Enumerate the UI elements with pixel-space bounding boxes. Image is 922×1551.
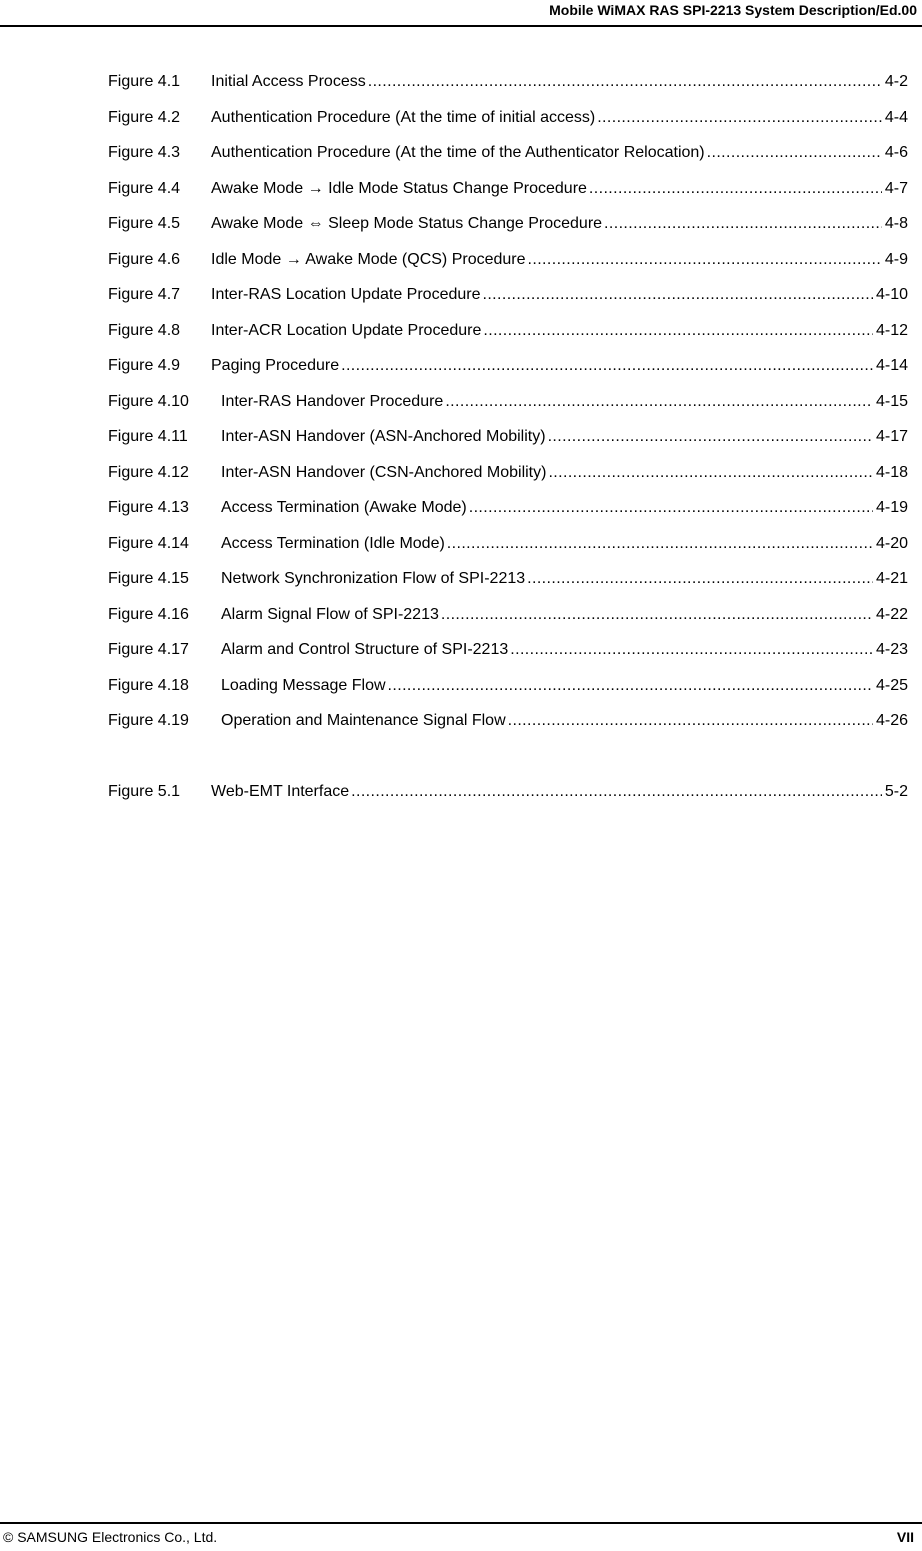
dot-leader <box>388 676 873 696</box>
toc-entry[interactable] <box>108 392 908 428</box>
copyright-notice: © SAMSUNG Electronics Co., Ltd. <box>3 1529 218 1545</box>
figure-title: Loading Message Flow <box>221 676 386 694</box>
figure-title: Initial Access Process <box>211 73 366 90</box>
dot-leader <box>589 179 882 199</box>
page-reference: 4-17 <box>875 428 908 445</box>
page-reference: 4-19 <box>875 499 908 516</box>
dot-leader <box>469 498 873 518</box>
figure-number: Figure 5.1 <box>108 782 181 800</box>
toc-entry[interactable] <box>108 605 908 641</box>
toc-entry[interactable] <box>108 711 908 747</box>
figure-number: Figure 4.15 <box>108 570 189 587</box>
dot-leader <box>528 250 882 270</box>
dot-leader <box>445 392 873 412</box>
figure-number: Figure 4.18 <box>108 676 189 694</box>
dot-leader <box>527 569 873 589</box>
toc-entry[interactable] <box>108 321 908 357</box>
figure-number: Figure 4.3 <box>108 144 181 161</box>
figure-number: Figure 4.6 <box>108 250 181 268</box>
toc-entry[interactable] <box>108 782 908 818</box>
figure-title: Operation and Maintenance Signal Flow <box>221 712 506 729</box>
page-reference: 4-10 <box>875 286 908 303</box>
page-header <box>0 0 922 27</box>
page-reference: 4-26 <box>875 712 908 729</box>
page-number: VII <box>896 1529 914 1545</box>
figure-number: Figure 4.2 <box>108 108 181 126</box>
dot-leader <box>508 711 873 731</box>
figure-number: Figure 4.5 <box>108 215 181 232</box>
figure-number: Figure 4.14 <box>108 534 189 552</box>
figure-number: Figure 4.17 <box>108 641 189 658</box>
section-gap <box>108 747 908 782</box>
toc-entry[interactable] <box>108 143 908 179</box>
figure-title: Access Termination (Idle Mode) <box>221 534 445 552</box>
toc-entry[interactable] <box>108 179 908 215</box>
figure-number: Figure 4.8 <box>108 321 181 339</box>
page-reference: 4-2 <box>884 73 908 90</box>
dot-leader <box>483 321 873 341</box>
figure-number: Figure 4.11 <box>108 428 188 445</box>
page-reference: 4-7 <box>884 179 908 197</box>
list-of-figures <box>108 72 908 817</box>
figure-title: Awake Mode ⇔ Sleep Mode Status Change Procedure <box>211 215 603 232</box>
figure-number: Figure 4.1 <box>108 73 181 90</box>
figure-title: Awake Mode → Idle Mode Status Change Procedure <box>211 179 587 197</box>
page-reference: 4-12 <box>875 321 908 339</box>
toc-entry[interactable] <box>108 72 908 108</box>
figure-number: Figure 4.10 <box>108 392 189 410</box>
dot-leader <box>597 108 882 128</box>
page-reference: 4-8 <box>884 215 908 232</box>
toc-entry[interactable] <box>108 463 908 499</box>
dot-leader <box>482 285 872 305</box>
figure-number: Figure 4.19 <box>108 712 189 729</box>
page-reference: 4-21 <box>875 570 908 587</box>
dot-leader <box>441 605 873 625</box>
page-reference: 4-22 <box>875 605 908 623</box>
figure-title: Alarm Signal Flow of SPI-2213 <box>221 605 439 623</box>
dot-leader <box>604 214 882 234</box>
toc-entry[interactable] <box>108 108 908 144</box>
page-footer <box>0 1522 922 1551</box>
page-reference: 4-4 <box>884 108 908 126</box>
figure-title: Inter-ASN Handover (CSN-Anchored Mobility) <box>221 463 547 481</box>
toc-entry[interactable] <box>108 640 908 676</box>
figure-title: Idle Mode → Awake Mode (QCS) Procedure <box>211 250 526 268</box>
toc-entry[interactable] <box>108 676 908 712</box>
figure-title: Authentication Procedure (At the time of initial access) <box>211 108 596 126</box>
figure-title: Inter-RAS Handover Procedure <box>221 392 444 410</box>
figure-title: Network Synchronization Flow of SPI-2213 <box>221 570 526 587</box>
figure-title: Access Termination (Awake Mode) <box>221 499 467 516</box>
figure-number: Figure 4.7 <box>108 286 181 303</box>
toc-entry[interactable] <box>108 356 908 392</box>
figure-title: Inter-ACR Location Update Procedure <box>211 321 482 339</box>
toc-entry[interactable] <box>108 427 908 463</box>
page-reference: 4-6 <box>884 144 908 161</box>
document-title: Mobile WiMAX RAS SPI-2213 System Description/Ed.00 <box>549 2 917 18</box>
dot-leader <box>548 427 873 447</box>
page-reference: 4-9 <box>884 250 908 268</box>
page-reference: 4-14 <box>875 357 908 374</box>
toc-entry[interactable] <box>108 569 908 605</box>
page-reference: 4-25 <box>875 676 908 694</box>
figure-title: Paging Procedure <box>211 357 340 374</box>
figure-title: Inter-ASN Handover (ASN-Anchored Mobility) <box>221 428 546 445</box>
figure-title: Alarm and Control Structure of SPI-2213 <box>221 641 509 658</box>
dot-leader <box>707 143 882 163</box>
dot-leader <box>510 640 873 660</box>
dot-leader <box>351 782 882 802</box>
figure-title: Authentication Procedure (At the time of the Authenticator Relocation) <box>211 144 705 161</box>
page-reference: 4-20 <box>875 534 908 552</box>
figure-number: Figure 4.13 <box>108 499 189 516</box>
dot-leader <box>548 463 873 483</box>
figure-title: Inter-RAS Location Update Procedure <box>211 286 481 303</box>
figure-number: Figure 4.12 <box>108 463 189 481</box>
figure-title: Web-EMT Interface <box>211 782 350 800</box>
toc-entry[interactable] <box>108 498 908 534</box>
page-reference: 4-18 <box>875 463 908 481</box>
dot-leader <box>447 534 873 554</box>
dot-leader <box>341 356 873 376</box>
page-reference: 4-15 <box>875 392 908 410</box>
dot-leader <box>368 72 882 92</box>
figure-number: Figure 4.16 <box>108 605 189 623</box>
toc-entry[interactable] <box>108 250 908 286</box>
figure-number: Figure 4.4 <box>108 179 181 197</box>
page-reference: 4-23 <box>875 641 908 658</box>
toc-entry[interactable] <box>108 534 908 570</box>
toc-entry[interactable] <box>108 285 908 321</box>
toc-entry[interactable] <box>108 214 908 250</box>
page-reference: 5-2 <box>884 782 908 800</box>
figure-number: Figure 4.9 <box>108 357 181 374</box>
